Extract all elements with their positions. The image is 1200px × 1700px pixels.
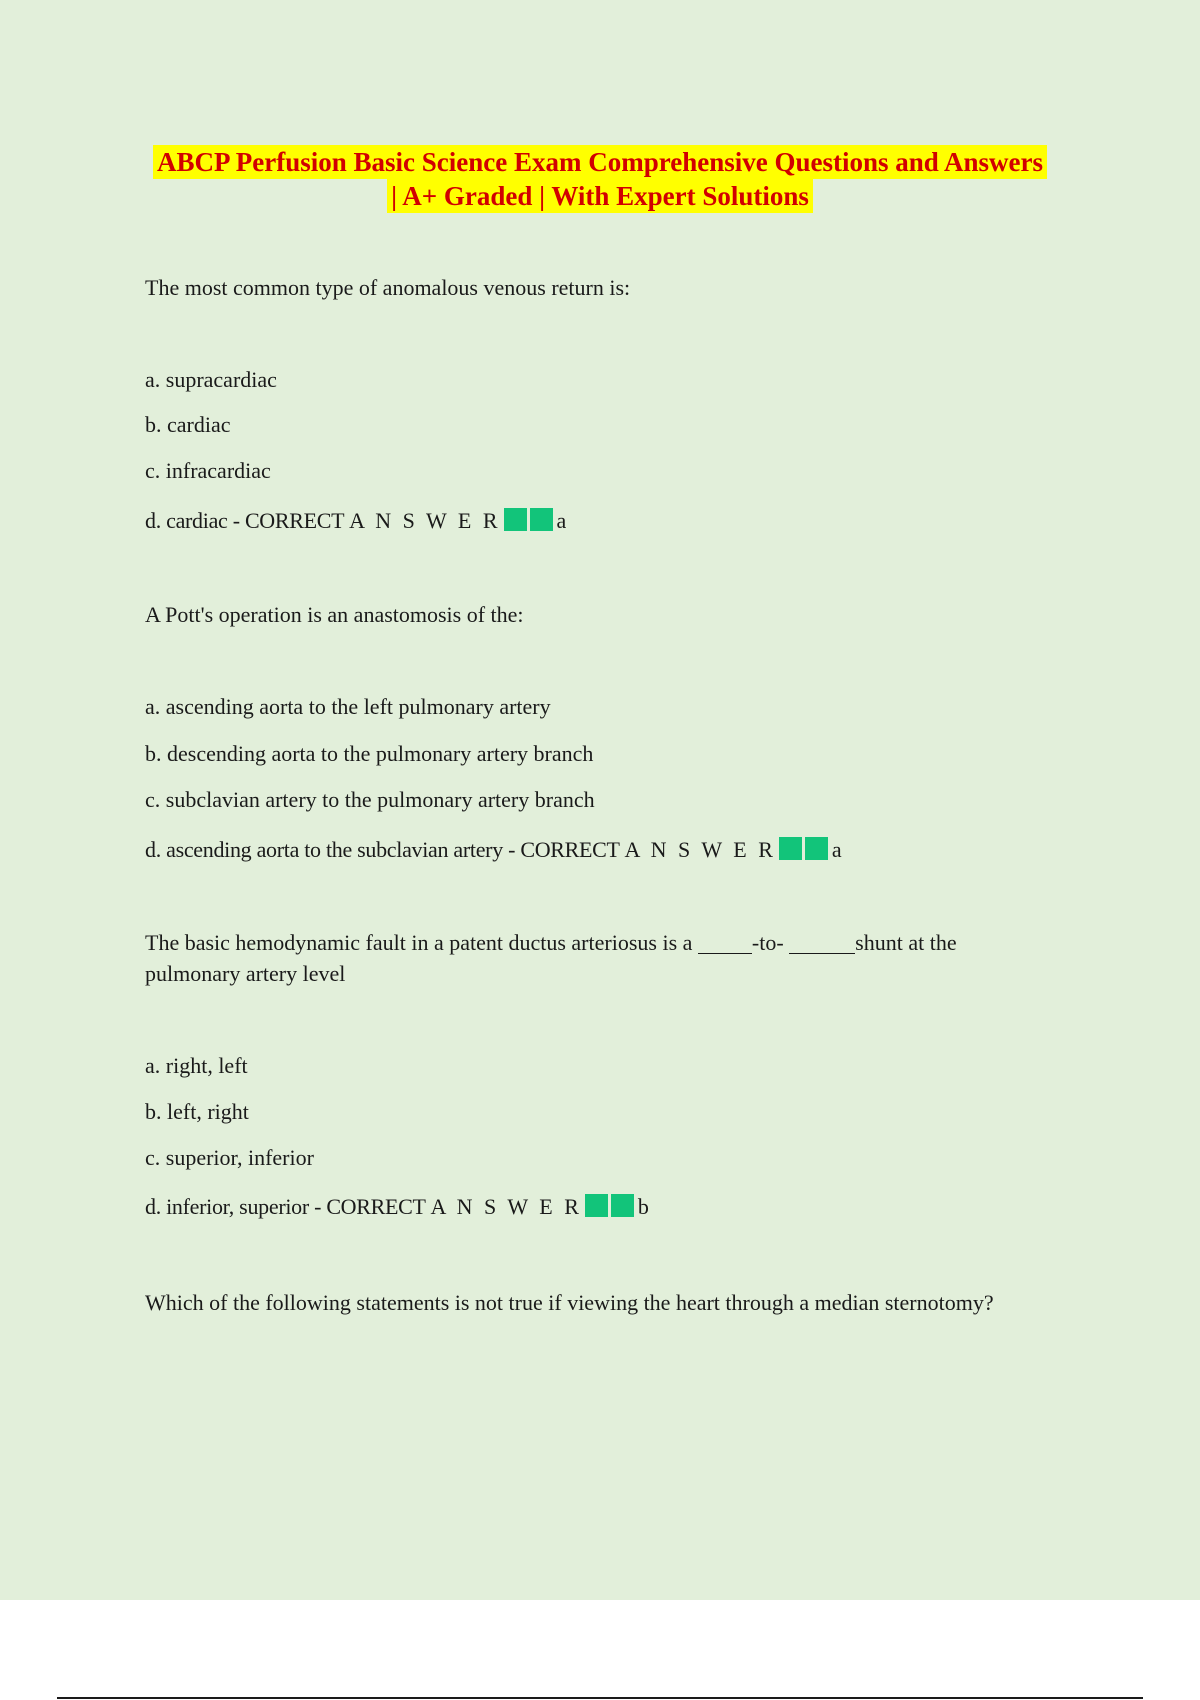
green-square-icon — [585, 1194, 608, 1217]
question-2-option-b: b. descending aorta to the pulmonary artery branch — [145, 741, 594, 766]
option-d-text: d. ascending aorta to the subclavian artery - — [145, 837, 521, 862]
correct-answer-letter: b — [637, 1194, 649, 1219]
question-3-option-d — [145, 1192, 649, 1222]
question-1-option-a: a. supracardiac — [145, 367, 277, 392]
question-2-option-d — [145, 835, 841, 865]
blank-line — [789, 931, 855, 954]
green-square-icon — [504, 508, 527, 531]
question-3-option-a: a. right, left — [145, 1053, 248, 1078]
blank-line — [698, 931, 752, 954]
question-2-option-a: a. ascending aorta to the left pulmonary artery — [145, 694, 551, 719]
question-prompt-1: The most common type of anomalous venous return is: — [145, 275, 631, 300]
document-title — [0, 145, 1200, 213]
correct-prefix: CORRECT — [326, 1194, 426, 1219]
title-line-2: | A+ Graded | With Expert Solutions — [387, 179, 813, 213]
question-1-option-b: b. cardiac — [145, 412, 231, 437]
correct-word: A N S W E R — [624, 837, 776, 862]
correct-answer-letter: a — [831, 837, 842, 862]
correct-prefix: CORRECT — [520, 837, 620, 862]
green-square-icon — [779, 837, 802, 860]
question-1-option-c: c. infracardiac — [145, 458, 271, 483]
correct-prefix: CORRECT — [244, 508, 344, 533]
prompt-part-1: The basic hemodynamic fault in a patent ductus arteriosus is a — [145, 930, 693, 955]
title-line-1: ABCP Perfusion Basic Science Exam Comprehensive Questions and Answers — [153, 145, 1047, 179]
question-3-option-b: b. left, right — [145, 1099, 249, 1124]
question-2-option-c: c. subclavian artery to the pulmonary artery branch — [145, 787, 595, 812]
green-square-icon — [530, 508, 553, 531]
question-prompt-2: A Pott's operation is an anastomosis of the: — [145, 602, 524, 627]
question-prompt-3 — [145, 928, 957, 958]
prompt-part-2: -to- — [751, 930, 784, 955]
prompt-part-3: shunt at the — [855, 930, 957, 955]
correct-word: A N S W E R — [430, 1194, 582, 1219]
question-1-option-d — [145, 506, 566, 536]
footer-rule — [57, 1697, 1143, 1699]
option-d-text: d. inferior, superior - — [145, 1194, 327, 1219]
correct-answer-letter: a — [556, 508, 566, 533]
option-d-text: d. cardiac - — [145, 508, 245, 533]
green-square-icon — [611, 1194, 634, 1217]
question-3-option-c: c. superior, inferior — [145, 1145, 314, 1170]
question-prompt-4: Which of the following statements is not true if viewing the heart through a median sternotomy? — [145, 1290, 994, 1315]
question-prompt-3-line-2: pulmonary artery level — [145, 961, 346, 986]
green-square-icon — [805, 837, 828, 860]
correct-word: A N S W E R — [349, 508, 501, 533]
